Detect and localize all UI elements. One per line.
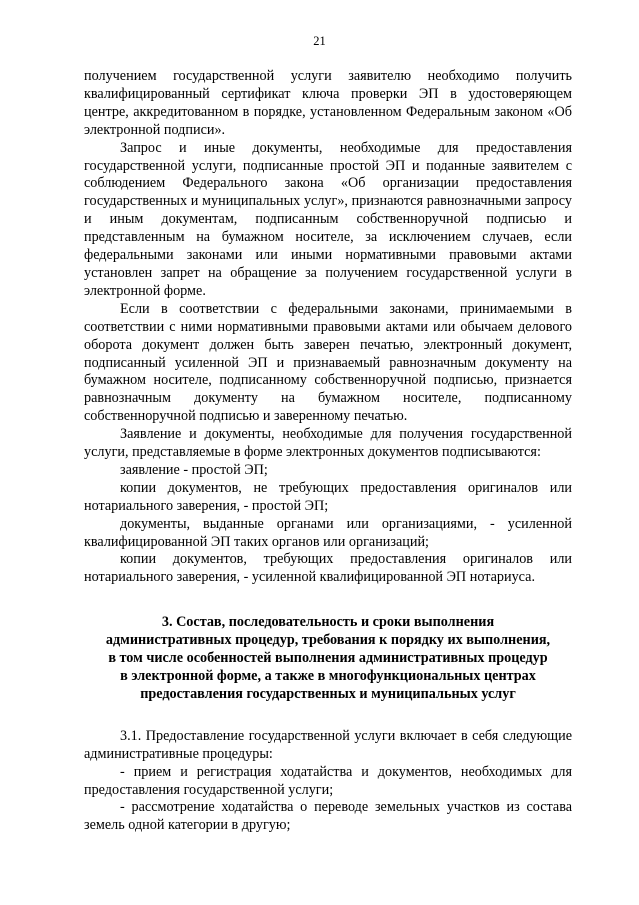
paragraph: Заявление и документы, необходимые для получения государственной услуги, представляемые в форме электронных документов подписываются: [84,426,572,461]
section-heading-line: административных процедур, требования к порядку их выполнения, [105,632,551,649]
document-body [84,68,572,835]
paragraphs-top [84,68,572,587]
paragraph: Запрос и иные документы, необходимые для предоставления государственной услуги, подписанные простой ЭП и поданные заявителем с соблюдением Федерального закона «Об организации предоставления государственных и муниципальных услуг», признаются равнозначными запросу и иным документам, подписанным собственноручной подписью и представленным на бумажном носителе, за исключением случаев, если федеральными законами или иными нормативными правовыми актами установлен запрет на обращение за получением государственной услуги в электронной форме. [84,139,572,299]
paragraph: копии документов, требующих предоставления оригиналов или нотариального заверения, - усиленной квалифицированной ЭП нотариуса. [84,551,572,586]
paragraph: Если в соответствии с федеральными законами, принимаемыми в соответствии с ними нормативными правовыми актами или обычаем делового оборота документ должен быть заверен печатью, электронный документ, подписанный усиленной ЭП и признаваемый равнозначным документу на бумажном носителе, подписанному собственноручной подписью, признается равнозначным документу на бумажном носителе, подписанному собственноручной подписью и заверенному печатью. [84,300,572,425]
paragraph: документы, выданные органами или организациями, - усиленной квалифицированной ЭП таких органов или организаций; [84,515,572,550]
section-heading-line: в том числе особенностей выполнения административных процедур [108,650,548,667]
section-heading [84,614,572,704]
paragraphs-bottom [84,728,572,835]
paragraph: заявление - простой ЭП; [120,461,268,478]
section-heading-line: 3. Состав, последовательность и сроки выполнения [161,614,495,631]
section-heading-line: в электронной форме, а также в многофункциональных центрах [120,668,536,684]
paragraph: - прием и регистрация ходатайства и документов, необходимых для предоставления государственной услуги; [84,763,572,798]
paragraph: копии документов, не требующих предоставления оригиналов или нотариального заверения, - простой ЭП; [84,479,572,514]
paragraph: 3.1. Предоставление государственной услуги включает в себя следующие административные процедуры: [84,727,572,762]
section-heading-line: предоставления государственных и муниципальных услуг [140,685,516,702]
paragraph: получением государственной услуги заявителю необходимо получить квалифицированный сертификат ключа проверки ЭП в удостоверяющем центре, аккредитованном в порядке, установленном Федеральным законом «Об электронной подписи». [84,68,572,138]
paragraph: - рассмотрение ходатайства о переводе земельных участков из состава земель одной категории в другую; [84,799,572,834]
page-number: 21 [313,34,326,48]
